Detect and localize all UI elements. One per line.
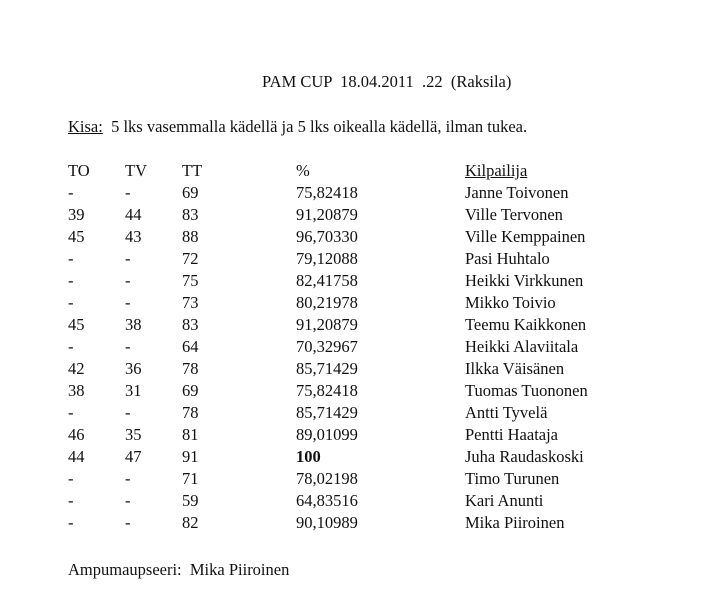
cell-to: 39 [68,205,85,224]
cell-tt: 69 [182,381,199,400]
cell-tv: - [125,491,131,510]
cell-percent: 90,10989 [296,513,358,532]
cell-percent: 96,70330 [296,227,358,246]
cell-to: - [68,183,74,202]
cell-tt: 72 [182,249,199,268]
cell-competitor: Pentti Haataja [465,425,559,444]
table-row [0,204,720,226]
cell-competitor: Juha Raudaskoski [465,447,584,466]
table-row [0,314,720,336]
table-row [0,270,720,292]
cell-tt: 81 [182,425,199,444]
cell-to: 44 [68,447,85,466]
range-officer: Ampumaupseeri: Mika Piiroinen [68,560,290,579]
cell-percent: 80,21978 [296,293,358,312]
cell-tt: 91 [182,447,199,466]
header-percent: % [296,161,310,180]
table-row [0,380,720,402]
table-row [0,512,720,534]
cell-tv: 31 [125,381,142,400]
cell-tv: - [125,183,131,202]
cell-to: - [68,513,74,532]
cell-to: - [68,469,74,488]
cell-to: - [68,271,74,290]
table-header-row [0,160,720,182]
cell-competitor: Kari Anunti [465,491,544,510]
table-row [0,358,720,380]
cell-percent: 75,82418 [296,381,358,400]
cell-tt: 88 [182,227,199,246]
cell-tv: - [125,249,131,268]
cell-tv: 38 [125,315,142,334]
competition-description [68,117,527,137]
cell-tt: 78 [182,403,199,422]
cell-tt: 83 [182,205,199,224]
cell-tt: 64 [182,337,199,356]
cell-percent: 91,20879 [296,315,358,334]
cell-tt: 83 [182,315,199,334]
cell-tv: 36 [125,359,142,378]
cell-tv: - [125,293,131,312]
table-row [0,446,720,468]
cell-tt: 73 [182,293,199,312]
cell-tt: 69 [182,183,199,202]
cell-to: 42 [68,359,85,378]
cell-to: - [68,491,74,510]
cell-to: 38 [68,381,85,400]
cell-to: 45 [68,315,85,334]
results-table [0,160,720,534]
table-row [0,292,720,314]
cell-competitor: Ville Tervonen [465,205,563,224]
table-row [0,248,720,270]
cell-competitor: Janne Toivonen [465,183,569,202]
competition-text: 5 lks vasemmalla kädellä ja 5 lks oikealla kädellä, ilman tukea. [111,117,528,136]
cell-competitor: Ilkka Väisänen [465,359,565,378]
cell-competitor: Mikko Toivio [465,293,556,312]
cell-percent: 82,41758 [296,271,358,290]
cell-percent: 85,71429 [296,403,358,422]
cell-percent: 78,02198 [296,469,358,488]
cell-tt: 59 [182,491,199,510]
cell-competitor: Pasi Huhtalo [465,249,550,268]
header-tv: TV [125,161,147,180]
cell-tv: - [125,469,131,488]
competition-label: Kisa: [68,117,103,136]
cell-tv: 44 [125,205,142,224]
header-competitor: Kilpailija [465,161,528,180]
header-tt: TT [182,161,203,180]
cell-competitor: Heikki Alaviitala [465,337,579,356]
cell-tv: 35 [125,425,142,444]
table-row [0,490,720,512]
cell-tt: 82 [182,513,199,532]
cell-percent: 100 [296,447,321,466]
cell-competitor: Antti Tyvelä [465,403,548,422]
cell-to: - [68,337,74,356]
table-row [0,336,720,358]
cell-percent: 70,32967 [296,337,358,356]
table-body [0,182,720,534]
cell-tt: 71 [182,469,199,488]
cell-to: - [68,403,74,422]
cell-to: 45 [68,227,85,246]
cell-percent: 64,83516 [296,491,358,510]
table-row [0,182,720,204]
header-to: TO [68,161,90,180]
cell-percent: 79,12088 [296,249,358,268]
cell-percent: 85,71429 [296,359,358,378]
cell-to: - [68,249,74,268]
cell-tt: 75 [182,271,199,290]
cell-competitor: Timo Turunen [465,469,560,488]
cell-tv: 47 [125,447,142,466]
table-row [0,468,720,490]
cell-tt: 78 [182,359,199,378]
cell-tv: - [125,403,131,422]
cell-tv: - [125,271,131,290]
table-row [0,424,720,446]
cell-competitor: Teemu Kaikkonen [465,315,587,334]
cell-tv: - [125,337,131,356]
table-row [0,226,720,248]
cell-competitor: Tuomas Tuononen [465,381,588,400]
cell-percent: 91,20879 [296,205,358,224]
cell-competitor: Ville Kemppainen [465,227,586,246]
cell-tv: - [125,513,131,532]
page-title: PAM CUP 18.04.2011 .22 (Raksila) [262,72,512,91]
cell-to: - [68,293,74,312]
table-row [0,402,720,424]
cell-percent: 89,01099 [296,425,358,444]
cell-competitor: Mika Piiroinen [465,513,565,532]
cell-competitor: Heikki Virkkunen [465,271,584,290]
cell-tv: 43 [125,227,142,246]
cell-to: 46 [68,425,85,444]
cell-percent: 75,82418 [296,183,358,202]
